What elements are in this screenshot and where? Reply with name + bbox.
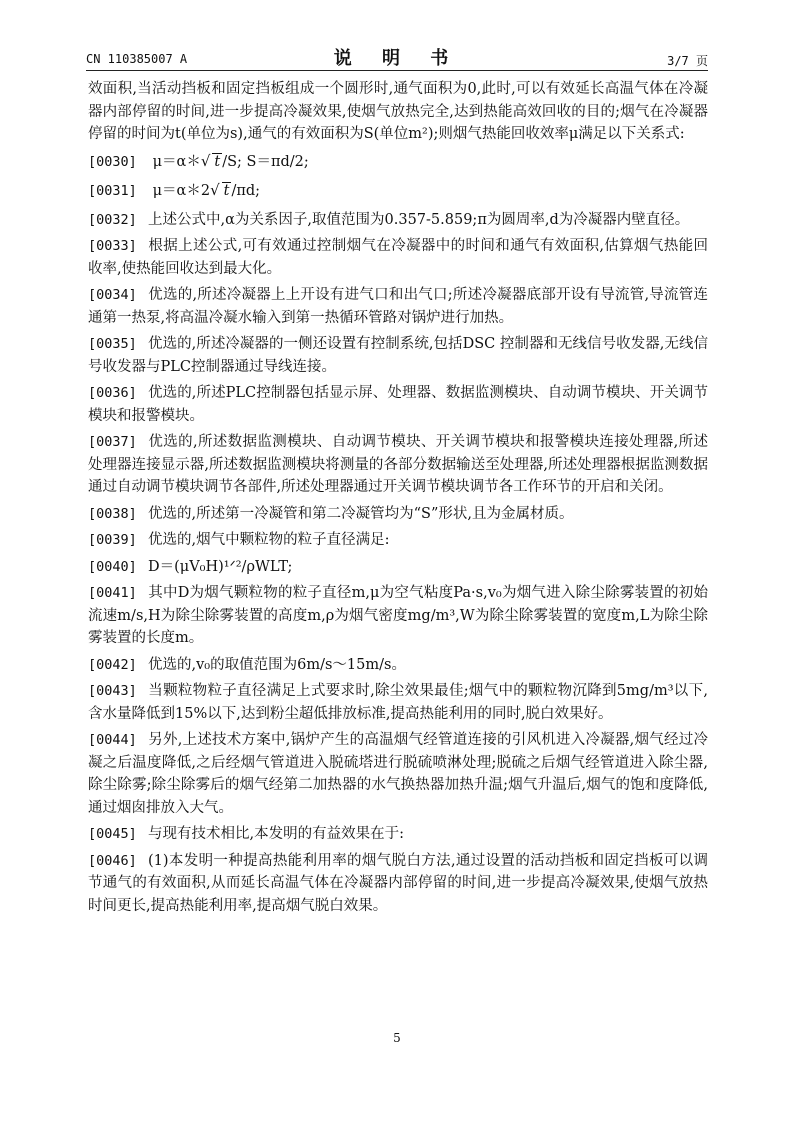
paragraph-0032	[88, 209, 708, 232]
paragraph-0043	[88, 680, 708, 725]
sqrt-radicand: t	[223, 183, 230, 199]
paragraph-0036	[88, 382, 708, 427]
paragraph-text: 优选的,烟气中颗粒物的粒子直径满足:	[148, 532, 390, 548]
formula-0030	[88, 150, 708, 174]
sqrt-sign: √	[200, 151, 211, 170]
paragraph-0046	[88, 850, 708, 918]
paragraph-0037	[88, 431, 708, 499]
formula-suffix: /πd;	[231, 183, 261, 199]
page-number: 5	[393, 1031, 401, 1045]
paragraph-0040	[88, 556, 708, 579]
page-header	[86, 44, 708, 71]
paragraph-0038	[88, 503, 708, 526]
paragraph-number: [0036]	[88, 385, 137, 401]
paragraph-number: [0034]	[88, 287, 137, 303]
paragraph-number: [0030]	[88, 153, 137, 170]
paragraph-number: [0033]	[88, 238, 137, 254]
paragraph-number: [0046]	[88, 852, 137, 869]
sqrt-sign: √	[210, 181, 220, 199]
paragraph-text: 优选的,所述冷凝器上上开设有进气口和出气口;所述冷凝器底部开设有导流管,导流管连通第一热泵,将高温冷凝水输入到第一热循环管路对锅炉进行加热。	[88, 287, 708, 326]
paragraph-text: 优选的,v₀的取值范围为6m/s～15m/s。	[148, 656, 406, 673]
paragraph-number: [0037]	[88, 434, 137, 450]
document-body	[88, 78, 708, 921]
paragraph-number: [0040]	[88, 558, 137, 575]
paragraph-text: D＝(μV₀H)¹ᐟ²/ρWLT;	[148, 558, 293, 575]
sqrt-radicand: t	[214, 153, 221, 170]
document-title: 说 明 书	[333, 48, 461, 69]
paragraph-0042	[88, 654, 708, 677]
paragraph-text: 优选的,所述冷凝器的一侧还设置有控制系统,包括DSC 控制器和无线信号收发器,无线信号收发器与PLC控制器通过导线连接。	[88, 336, 708, 375]
paragraph-text: 上述公式中,α为关系因子,取值范围为0.357-5.859;π为圆周率,d为冷凝器内壁直径。	[148, 211, 690, 228]
paragraph-0034	[88, 284, 708, 329]
paragraph-text: (1)本发明一种提高热能利用率的烟气脱白方法,通过设置的活动挡板和固定挡板可以调节通气的有效面积,从而延长高温气体在冷凝器内部停留的时间,进一步提高冷凝效果,使烟气放热时间更长,提高热能利用率,提高烟气脱白效果。	[88, 852, 708, 914]
paragraph-text: 与现有技术相比,本发明的有益效果在于:	[148, 826, 404, 842]
paragraph-number: [0045]	[88, 826, 137, 842]
paragraph-number: [0039]	[88, 532, 137, 548]
formula-suffix: /S; S＝πd/2;	[222, 153, 309, 170]
paragraph-number: [0038]	[88, 505, 137, 522]
paragraph-0045	[88, 823, 708, 846]
paragraph-number: [0041]	[88, 585, 137, 601]
paragraph-text: 优选的,所述数据监测模块、自动调节模块、开关调节模块和报警模块连接处理器,所述处理器连接显示器,所述数据监测模块将测量的各部分数据输送至处理器,所述处理器根据监测数据通过自动调节模块调节各部件,所述处理器通过开关调节模块调节各工作环节的开启和关闭。	[88, 434, 708, 495]
paragraph-text: 另外,上述技术方案中,锅炉产生的高温烟气经管道连接的引风机进入冷凝器,烟气经过冷凝之后温度降低,之后经烟气管道进入脱硫塔进行脱硫喷淋处理;脱硫之后烟气经管道进入除尘器,除尘除雾;除尘除雾后的烟气经第二加热器的水气换热器加热升温;烟气升温后,烟气的饱和度降低,通过烟囱排放入大气。	[88, 732, 708, 816]
paragraph-text: 其中D为烟气颗粒物的粒子直径m,μ为空气粘度Pa·s,v₀为烟气进入除尘除雾装置的初始流速m/s,H为除尘除雾装置的高度m,ρ为烟气密度mg/m³,W为除尘除雾装置的宽度m,L为除尘除雾装置的长度m。	[88, 585, 708, 646]
paragraph-text: 根据上述公式,可有效通过控制烟气在冷凝器中的时间和通气有效面积,估算烟气热能回收率,使热能回收达到最大化。	[88, 238, 708, 277]
patent-number: CN 110385007 A	[86, 52, 188, 66]
paragraph-0044	[88, 729, 708, 819]
paragraph-number: [0032]	[88, 211, 137, 228]
paragraph-text: 优选的,所述PLC控制器包括显示屏、处理器、数据监测模块、自动调节模块、开关调节模块和报警模块。	[88, 385, 708, 424]
paragraph-number: [0042]	[88, 656, 137, 673]
paragraph-number: [0035]	[88, 336, 137, 352]
paragraph-number: [0044]	[88, 732, 137, 748]
formula-prefix: μ＝α＊	[152, 153, 201, 170]
paragraph-number: [0031]	[88, 183, 137, 199]
paragraph-number: [0043]	[88, 683, 137, 699]
continued-paragraph: 效面积,当活动挡板和固定挡板组成一个圆形时,通气面积为0,此时,可以有效延长高温气体在冷凝器内部停留的时间,进一步提高冷凝效果,使烟气放热完全,达到热能高效回收的目的;烟气在冷凝器停留的时间为t(单位为s),通气的有效面积为S(单位m²);则烟气热能回收效率μ满足以下关系式:	[88, 81, 708, 142]
paragraph-text: 当颗粒物粒子直径满足上式要求时,除尘效果最佳;烟气中的颗粒物沉降到5mg/m³以下,含水量降低到15%以下,达到粉尘超低排放标准,提高热能利用的同时,脱白效果好。	[88, 683, 708, 722]
page-indicator: 3/7 页	[667, 54, 708, 68]
paragraph-text: 优选的,所述第一冷凝管和第二冷凝管均为“S”形状,且为金属材质。	[148, 505, 574, 522]
formula-prefix: μ＝α＊2	[152, 183, 211, 199]
formula-0031	[88, 179, 708, 203]
paragraph-0039	[88, 529, 708, 552]
paragraph-0033	[88, 235, 708, 280]
paragraph-0041	[88, 582, 708, 650]
paragraph-0035	[88, 333, 708, 378]
